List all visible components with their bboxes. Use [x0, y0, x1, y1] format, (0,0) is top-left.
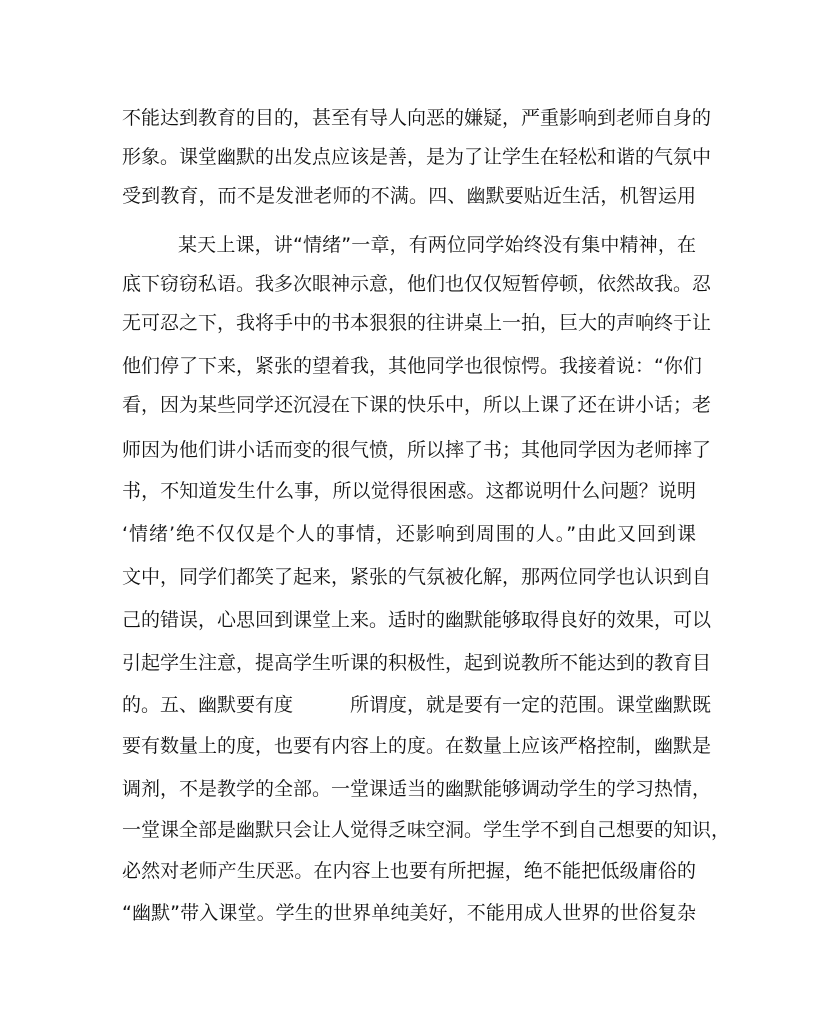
text-line: 不能达到教育的目的，甚至有导人向恶的嫌疑，严重影响到老师自身的 [122, 107, 712, 129]
text-line: 无可忍之下，我将手中的书本狠狠的往讲桌上一拍，巨大的声响终于让 [122, 312, 712, 334]
text-line: 己的错误，心思回到课堂上来。适时的幽默能够取得良好的效果，可以 [122, 609, 712, 631]
text-line: ‘情绪’绝不仅仅是个人的事情，还影响到周围的人。”由此又回到课 [122, 523, 696, 545]
text-line: 书，不知道发生什么事，所以觉得很困惑。这都说明什么问题？说明 [122, 480, 696, 502]
text-line: 受到教育，而不是发泄老师的不满。四、幽默要贴近生活，机智运用 [122, 185, 696, 207]
text-line: 引起学生注意，提高学生听课的积极性，起到说教所不能达到的教育目 [122, 652, 712, 674]
text-line: 底下窃窃私语。我多次眼神示意，他们也仅仅短暂停顿，依然故我。忍 [122, 273, 712, 295]
text-line: 要有数量上的度，也要有内容上的度。在数量上应该严格控制，幽默是 [122, 735, 712, 757]
text-line: “幽默”带入课堂。学生的世界单纯美好，不能用成人世界的世俗复杂 [122, 902, 696, 924]
text-line: 文中，同学们都笑了起来，紧张的气氛被化解，那两位同学也认识到自 [122, 566, 712, 588]
paragraph-first-line: 某天上课，讲“情绪”一章，有两位同学始终没有集中精神，在 [178, 234, 696, 256]
text-line: 他们停了下来，紧张的望着我，其他同学也很惊愕。我接着说：“你们 [122, 355, 702, 377]
text-line: 的。五、幽默要有度 所谓度，就是要有一定的范围。课堂幽默既 [122, 694, 712, 716]
text-line: 调剂，不是教学的全部。一堂课适当的幽默能够调动学生的学习热情， [122, 778, 712, 800]
text-line: 形象。课堂幽默的出发点应该是善，是为了让学生在轻松和谐的气氛中 [122, 146, 712, 168]
text-line: 师因为他们讲小话而变的很气愤，所以摔了书；其他同学因为老师摔了 [122, 439, 712, 461]
text-line: 看，因为某些同学还沉浸在下课的快乐中，所以上课了还在讲小话；老 [122, 394, 712, 416]
text-line: 必然对老师产生厌恶。在内容上也要有所把握，绝不能把低级庸俗的 [122, 860, 696, 882]
text-line: 一堂课全部是幽默只会让人觉得乏味空洞。学生学不到自己想要的知识， [122, 819, 731, 841]
